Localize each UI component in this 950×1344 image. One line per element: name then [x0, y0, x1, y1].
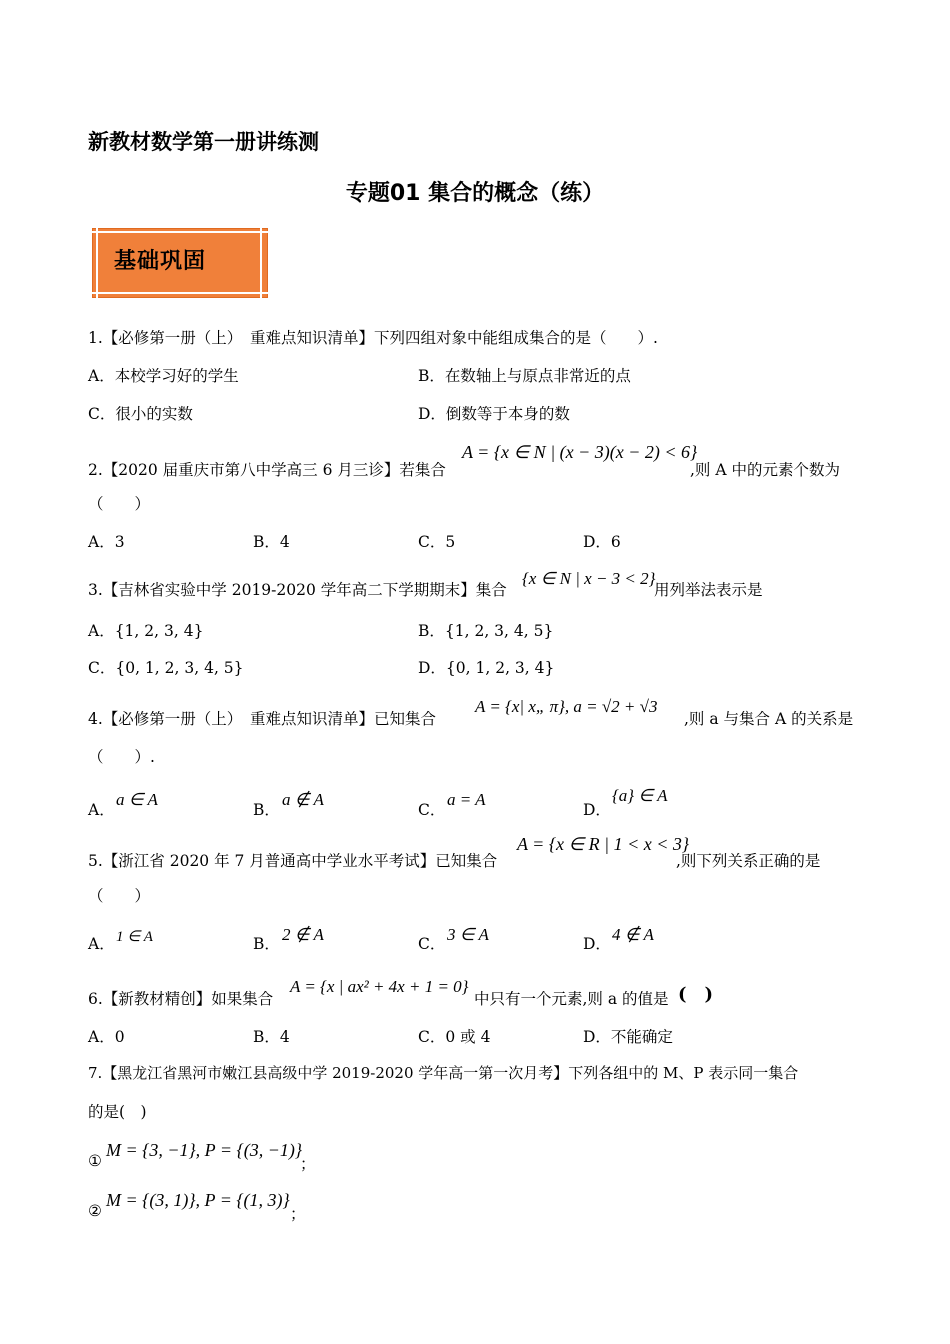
question-4-text-post: ,则 a 与集合 A 的关系是 [684, 710, 854, 728]
question-7-text-line2: 的是( ) [88, 1103, 147, 1121]
question-5-option-b: 2 ∉ A [282, 925, 324, 944]
question-7-item2-end: ； [290, 1205, 306, 1223]
question-1-option-b: B．在数轴上与原点非常近的点 [418, 367, 631, 385]
question-1-option-c: C．很小的实数 [88, 405, 193, 423]
question-5-text: 5.【浙江省 2020 年 7 月普通高中学业水平考试】已知集合 [88, 852, 498, 870]
question-1-option-a: A．本校学习好的学生 [88, 367, 239, 385]
question-4-option-a-label: A． [88, 801, 115, 819]
question-6-option-b: B．4 [253, 1028, 290, 1046]
question-5-option-b-label: B． [253, 935, 280, 953]
question-4-option-d-label: D． [583, 801, 611, 819]
question-2-option-c: C．5 [418, 533, 456, 551]
page-title: 专题01 集合的概念（练） [345, 181, 605, 206]
question-6-text-post: 中只有一个元素,则 a 的值是 [474, 990, 669, 1008]
question-1-option-d: D．倒数等于本身的数 [418, 405, 570, 423]
question-7-item1-mark: ① [88, 1152, 102, 1170]
question-4-option-b: a ∉ A [282, 790, 324, 809]
question-3-option-d: D．{0, 1, 2, 3, 4} [418, 659, 555, 677]
question-1-text: 1.【必修第一册（上） 重难点知识清单】下列四组对象中能组成集合的是（ ）. [88, 329, 658, 347]
question-6-option-c: C．0 或 4 [418, 1028, 491, 1046]
section-badge-label: 基础巩固 [114, 249, 207, 274]
question-7-item1-end: ； [300, 1155, 316, 1173]
question-5-paren: （ ） [88, 887, 151, 905]
question-6-math: A = {x | ax² + 4x + 1 = 0} [290, 977, 469, 996]
question-5-option-a-label: A． [88, 935, 115, 953]
question-7-item2: M = {(3, 1)}, P = {(1, 3)} [106, 1190, 290, 1210]
question-3-text-post: 用列举法表示是 [654, 581, 763, 599]
question-4-option-d: {a} ∈ A [612, 786, 668, 805]
question-2-text: 2.【2020 届重庆市第八中学高三 6 月三诊】若集合 [88, 461, 446, 479]
question-4-text: 4.【必修第一册（上） 重难点知识清单】已知集合 [88, 710, 437, 728]
question-2-option-b: B．4 [253, 533, 290, 551]
question-2-paren: （ ） [88, 495, 151, 513]
question-7-text-line1: 7.【黑龙江省黑河市嫩江县高级中学 2019-2020 学年高一第一次月考】下列各组中的 M、P 表示同一集合 [88, 1064, 799, 1082]
question-4-option-c: a = A [447, 790, 486, 809]
question-6-paren: ( ) [678, 984, 714, 1005]
document-header-title: 新教材数学第一册讲练测 [88, 130, 319, 154]
section-badge [92, 228, 268, 298]
question-2-option-a: A．3 [88, 533, 125, 551]
question-5-option-d-label: D． [583, 935, 611, 953]
question-6-option-d: D．不能确定 [583, 1028, 673, 1046]
question-3-text: 3.【吉林省实验中学 2019-2020 学年高二下学期期末】集合 [88, 581, 507, 599]
question-5-text-post: ,则下列关系正确的是 [676, 852, 821, 870]
question-4-option-b-label: B． [253, 801, 280, 819]
question-3-option-c: C．{0, 1, 2, 3, 4, 5} [88, 659, 244, 677]
question-6-text: 6.【新教材精创】如果集合 [88, 990, 274, 1008]
question-7-item2-mark: ② [88, 1202, 102, 1220]
question-3-math: {x ∈ N | x − 3 < 2} [522, 569, 656, 588]
question-4-paren: （ ）. [88, 748, 155, 766]
question-7-item1: M = {3, −1}, P = {(3, −1)} [106, 1140, 303, 1160]
question-5-option-d: 4 ∉ A [612, 925, 654, 944]
question-2-option-d: D．6 [583, 533, 621, 551]
question-2-math: A = {x ∈ N | (x − 3)(x − 2) < 6} [462, 442, 698, 462]
question-2-text-post: ,则 A 中的元素个数为 [690, 461, 840, 479]
question-5-option-c-label: C． [418, 935, 446, 953]
question-5-math: A = {x ∈ R | 1 < x < 3} [517, 834, 690, 854]
question-4-option-c-label: C． [418, 801, 446, 819]
question-3-option-b: B．{1, 2, 3, 4, 5} [418, 622, 554, 640]
question-6-option-a: A．0 [88, 1028, 125, 1046]
question-4-math: A = {x| x„ π}, a = √2 + √3 [475, 697, 658, 716]
question-4-option-a: a ∈ A [116, 790, 158, 809]
question-5-option-a: 1 ∈ A [116, 929, 153, 945]
question-5-option-c: 3 ∈ A [447, 925, 489, 944]
question-3-option-a: A．{1, 2, 3, 4} [88, 622, 204, 640]
